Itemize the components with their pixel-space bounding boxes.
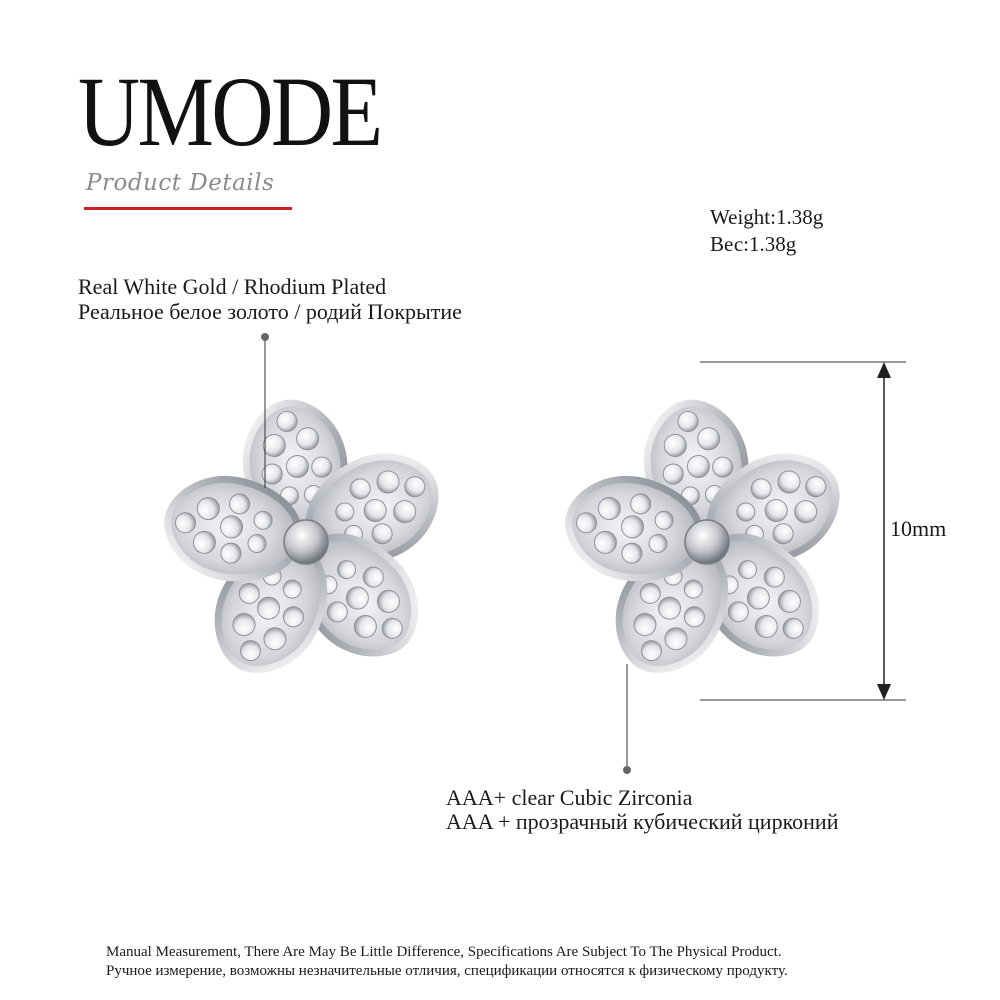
footer-note-en: Manual Measurement, There Are May Be Little Difference, Specifications Are Subject To The Physical Product. [106,944,782,960]
left-earring [160,397,453,689]
footer-disclaimer [106,943,788,981]
weight-en: Weight:1.38g [710,205,824,229]
brand-logo: UMODE [78,56,381,167]
zirconia-callout [446,786,838,834]
footer-note-ru: Ручное измерение, возможны незначительные отличия, спецификации относятся к физическому продукту. [106,963,788,979]
zirconia-en: AAA+ clear Cubic Zirconia [446,785,693,810]
weight-ru: Вес:1.38g [710,232,797,256]
plating-ru: Реальное белое золото / родий Покрытие [78,299,462,324]
right-earring [561,397,854,689]
zirconia-ru: AAA + прозрачный кубический цирконий [446,809,839,834]
brand-subtitle: Product Details [86,170,275,196]
plating-en: Real White Gold / Rhodium Plated [78,274,387,299]
zirconia-leader [623,664,631,774]
dimension-label: 10mm [890,516,947,541]
